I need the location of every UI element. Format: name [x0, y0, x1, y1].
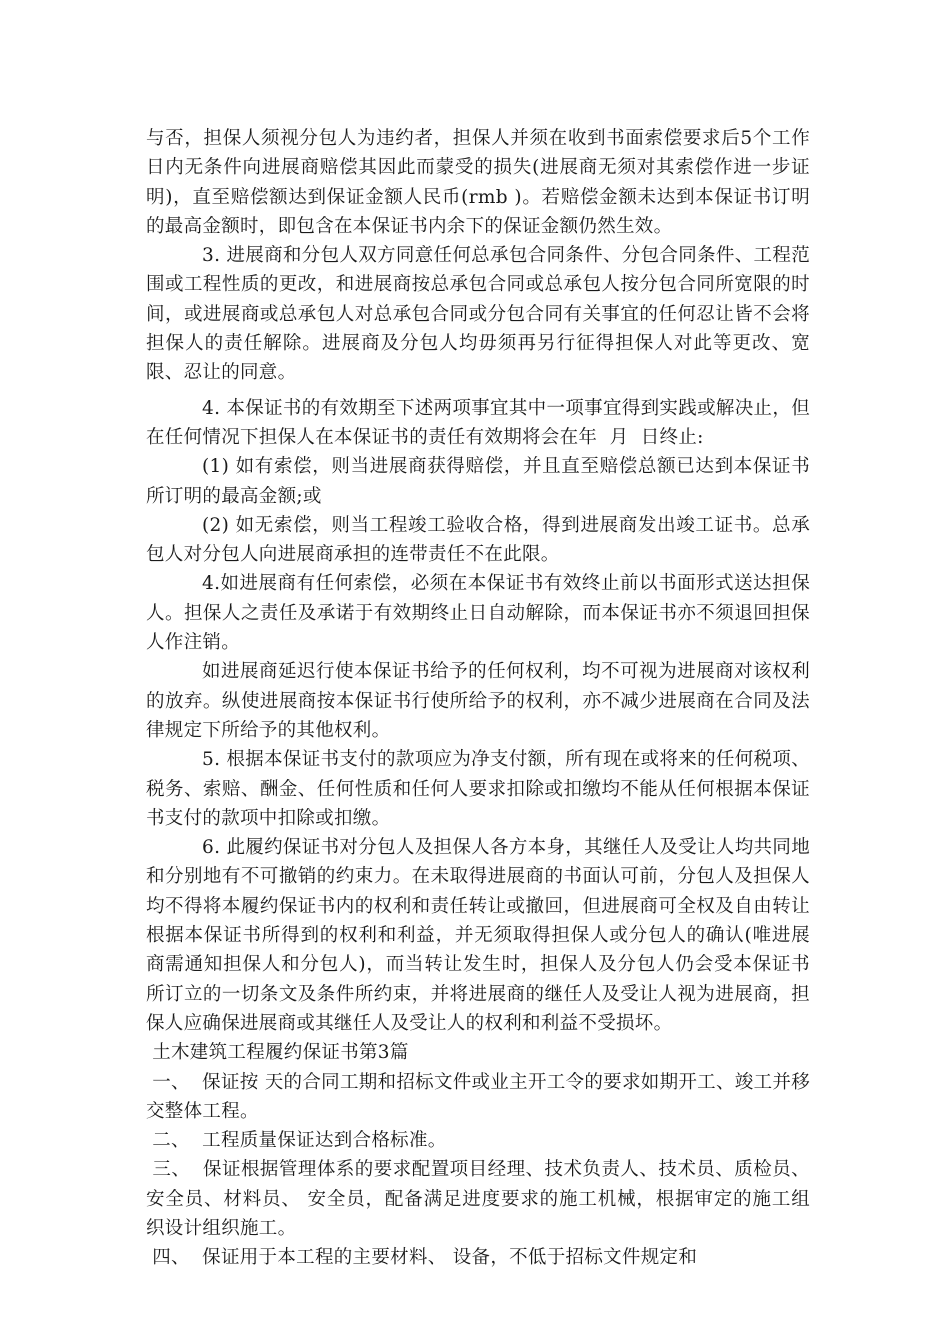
paragraph-clause-4-validity: 4. 本保证书的有效期至下述两项事宜其中一项事宜得到实践或解决止，但在任何情况下担保人在本保证书的责任有效期将会在年 月 日终止: — [146, 397, 810, 448]
list-item-4: 四、 保证用于本工程的主要材料、 设备，不低于招标文件规定和 — [146, 1247, 698, 1269]
paragraph-clause-6: 6. 此履约保证书对分包人及担保人各方本身，其继任人及受让人均共同地和分别地有不可撤销的约束力。在未取得进展商的书面认可前，分包人及担保人均不得将本履约保证书内的权利和责任转让或撤回，但进展商可全权及自由转让根据本保证书所得到的权利和利益，并无须取得担保人或分包人的确认(唯进展商需通知担保人和分包人)，而当转让发生时，担保人及分包人仍会受本保证书所订立的一切条文及条件所约束，并将进展商的继任人及受让人视为进展商，担保人应确保进展商或其继任人及受让人的权利和利益不受损坏。 — [146, 837, 810, 1034]
paragraph-rights-waiver: 如进展商延迟行使本保证书给予的任何权利，均不可视为进展商对该权利的放弃。纵使进展商按本保证书行使所给予的权利，亦不减少进展商在合同及法律规定下所给予的其他权利。 — [146, 661, 810, 741]
paragraph-guarantee-claim: 与否，担保人须视分包人为违约者，担保人并须在收到书面索偿要求后5个工作日内无条件向进展商赔偿其因此而蒙受的损失(进展商无须对其索偿作进一步证明)，直至赔偿额达到保证金额人民币(rmb )。若赔偿金额未达到本保证书订明的最高金额时，即包含在本保证书内余下的保证金额仍然生效。 — [146, 128, 810, 237]
list-item-1: 一、 保证按 天的合同工期和招标文件或业主开工令的要求如期开工、竣工并移交整体工程。 — [146, 1071, 810, 1122]
paragraph-subclause-1: (1) 如有索偿，则当进展商获得赔偿，并且直至赔偿总额已达到本保证书所订明的最高金额;或 — [146, 456, 810, 507]
list-item-3: 三、 保证根据管理体系的要求配置项目经理、技术负责人、技术员、质检员、安全员、材料员、 安全员，配备满足进度要求的施工机械，根据审定的施工组织设计组织施工。 — [146, 1159, 810, 1239]
list-item-2: 二、 工程质量保证达到合格标准。 — [146, 1130, 447, 1152]
document-page — [146, 124, 810, 1273]
paragraph-clause-4-claims: 4.如进展商有任何索偿，必须在本保证书有效终止前以书面形式送达担保人。担保人之责任及承诺于有效期终止日自动解除，而本保证书亦不须退回担保人作注销。 — [146, 573, 810, 654]
section-heading-part-3: 土木建筑工程履约保证书第3篇 — [146, 1042, 409, 1064]
paragraph-subclause-2: (2) 如无索偿，则当工程竣工验收合格，得到进展商发出竣工证书。总承包人对分包人向进展商承担的连带责任不在此限。 — [146, 514, 810, 566]
paragraph-clause-5: 5. 根据本保证书支付的款项应为净支付额，所有现在或将来的任何税项、税务、索赔、酬金、任何性质和任何人要求扣除或扣缴均不能从任何根据本保证书支付的款项中扣除或扣缴。 — [146, 749, 810, 829]
paragraph-clause-3: 3. 进展商和分包人双方同意任何总承包合同条件、分包合同条件、工程范围或工程性质的更改，和进展商按总承包合同或总承包人按分包合同所宽限的时间，或进展商或总承包人对总承包合同或分包合同有关事宜的任何忍让皆不会将担保人的责任解除。进展商及分包人均毋须再另行征得担保人对此等更改、宽限、忍让的同意。 — [146, 245, 810, 384]
